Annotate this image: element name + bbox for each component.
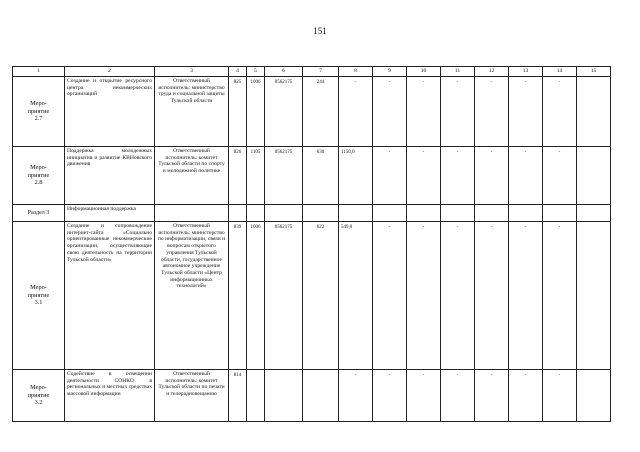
label-line: Меро- — [30, 164, 47, 172]
empty-cell — [373, 205, 407, 222]
activity-label — [13, 370, 65, 422]
cell-value: 622 — [303, 222, 339, 370]
cell-value: - — [543, 370, 577, 422]
page-number: 151 — [313, 26, 327, 36]
empty-cell — [475, 205, 509, 222]
cell-value: - — [475, 147, 509, 205]
table-row — [13, 77, 611, 147]
cell-value: - — [407, 147, 441, 205]
cell-value — [577, 147, 611, 205]
cell-value — [577, 222, 611, 370]
cell-value: - — [475, 370, 509, 422]
cell-value: - — [373, 222, 407, 370]
activity-executor: Ответственный исполнитель: комитет Тульской области по печати и телерадиовещанию — [155, 370, 229, 422]
cell-value: - — [543, 147, 577, 205]
cell-value — [303, 370, 339, 422]
cell-value: 825 — [229, 77, 247, 147]
header-cell: 12 — [475, 67, 509, 77]
cell-value: - — [373, 77, 407, 147]
cell-value: 826 — [229, 147, 247, 205]
label-line: 3.1 — [34, 299, 43, 307]
empty-cell — [265, 205, 303, 222]
label-line: 3.2 — [34, 399, 43, 407]
header-cell: 9 — [373, 67, 407, 77]
activity-executor: Ответственный исполнитель: министерство по информатизации, связи и вопросам открытого управления Тульской области, государственное автономное учреждение Тульской области «Центр информационных технологий» — [155, 222, 229, 370]
label-line: Меро- — [30, 384, 47, 392]
cell-value: 839 — [229, 222, 247, 370]
empty-cell — [543, 205, 577, 222]
program-activities-table — [12, 66, 611, 422]
section-label: Раздел 3 — [13, 205, 65, 222]
table-row — [13, 147, 611, 205]
cell-value: 630 — [303, 147, 339, 205]
cell-value: - — [441, 370, 475, 422]
cell-value: 244 — [303, 77, 339, 147]
cell-value: 814 — [229, 370, 247, 422]
activity-description: Создание и открытие ресурсного центра некоммерческих организаций — [65, 77, 155, 147]
cell-value: - — [407, 370, 441, 422]
cell-value: - — [373, 147, 407, 205]
cell-value: - — [509, 147, 543, 205]
empty-cell — [509, 205, 543, 222]
cell-value: 0562175 — [265, 147, 303, 205]
header-cell: 6 — [265, 67, 303, 77]
cell-value: - — [441, 147, 475, 205]
cell-value — [577, 370, 611, 422]
label-line: 2.7 — [34, 115, 43, 123]
label-line: Меро- — [30, 100, 47, 108]
label-line: приятие — [27, 107, 50, 115]
section-title: Информационная поддержка — [65, 205, 155, 222]
empty-cell — [155, 205, 229, 222]
table-row — [13, 370, 611, 422]
cell-value: - — [543, 77, 577, 147]
empty-cell — [229, 205, 247, 222]
label-line: приятие — [27, 291, 50, 299]
activity-label — [13, 147, 65, 205]
activity-label — [13, 77, 65, 147]
header-row — [13, 67, 611, 77]
label-line: 2.8 — [34, 179, 43, 187]
empty-cell — [577, 205, 611, 222]
activity-label — [13, 222, 65, 370]
cell-value: - — [339, 77, 373, 147]
cell-value: 1006 — [247, 77, 265, 147]
header-cell: 3 — [155, 67, 229, 77]
activity-executor: Ответственный исполнитель: комитет Тульской области по спорту и молодежной политике — [155, 147, 229, 205]
header-cell: 2 — [65, 67, 155, 77]
cell-value — [265, 370, 303, 422]
section-row — [13, 205, 611, 222]
activity-executor: Ответственный исполнитель: министерство труда и социальной защиты Тульской области — [155, 77, 229, 147]
cell-value: 1150,0 — [339, 147, 373, 205]
cell-value: 1006 — [247, 222, 265, 370]
label-line: приятие — [27, 171, 50, 179]
activity-description: Содействие в освещении деятельности СОНКО в региональных и местных средствах массовой информации — [65, 370, 155, 422]
header-cell: 8 — [339, 67, 373, 77]
header-cell: 14 — [543, 67, 577, 77]
header-cell: 11 — [441, 67, 475, 77]
activity-description: Создание и сопровождение интернет-сайта «Социально ориентированные некоммерческие организации, осуществляющие свою деятельность на территории Тульской области» — [65, 222, 155, 370]
cell-value — [577, 77, 611, 147]
header-cell: 13 — [509, 67, 543, 77]
header-cell: 5 — [247, 67, 265, 77]
cell-value: - — [339, 370, 373, 422]
empty-cell — [339, 205, 373, 222]
cell-value — [247, 370, 265, 422]
cell-value: - — [509, 222, 543, 370]
cell-value: - — [475, 222, 509, 370]
cell-value: 549,0 — [339, 222, 373, 370]
cell-value: 1105 — [247, 147, 265, 205]
activity-description: Поддержка молодежных инициатив и развитие КВНовского движения — [65, 147, 155, 205]
cell-value: - — [543, 222, 577, 370]
cell-value: 0562175 — [265, 222, 303, 370]
cell-value: - — [441, 222, 475, 370]
empty-cell — [303, 205, 339, 222]
cell-value: - — [373, 370, 407, 422]
header-cell: 1 — [13, 67, 65, 77]
cell-value: - — [441, 77, 475, 147]
cell-value: - — [475, 77, 509, 147]
table-row — [13, 222, 611, 370]
header-cell: 7 — [303, 67, 339, 77]
header-cell: 10 — [407, 67, 441, 77]
cell-value: - — [407, 77, 441, 147]
header-cell: 4 — [229, 67, 247, 77]
label-line: Меро- — [30, 284, 47, 292]
cell-value: 0562175 — [265, 77, 303, 147]
empty-cell — [407, 205, 441, 222]
cell-value: - — [509, 77, 543, 147]
header-cell: 15 — [577, 67, 611, 77]
cell-value: - — [407, 222, 441, 370]
cell-value: - — [509, 370, 543, 422]
label-line: приятие — [27, 391, 50, 399]
empty-cell — [247, 205, 265, 222]
empty-cell — [441, 205, 475, 222]
